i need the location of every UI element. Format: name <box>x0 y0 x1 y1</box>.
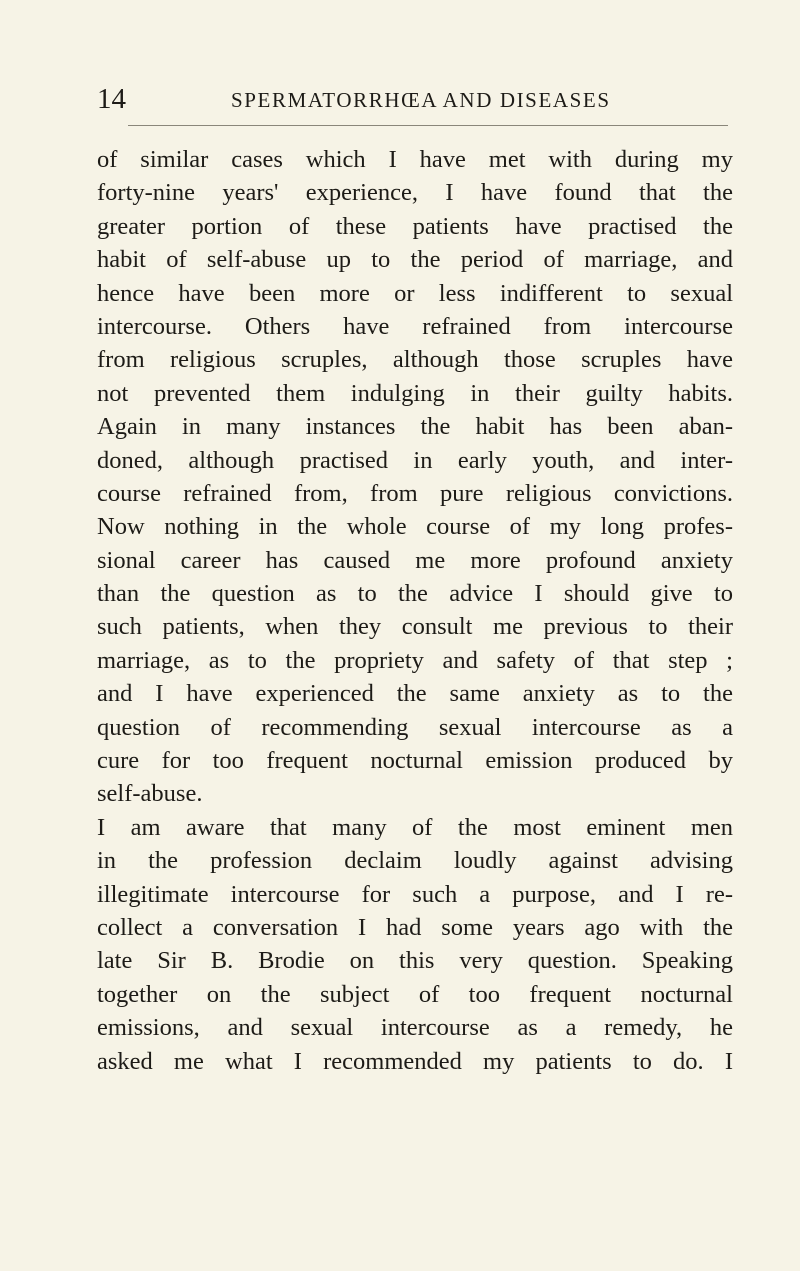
text-line: not prevented them indulging in their guilty habits. <box>97 379 733 407</box>
page-number: 14 <box>97 83 126 115</box>
text-line: Again in many instances the habit has been aban- <box>97 413 733 441</box>
text-line: such patients, when they consult me previous to their <box>97 613 733 641</box>
text-line: I am aware that many of the most eminent men <box>97 813 733 841</box>
page-header <box>97 83 737 115</box>
text-line: in the profession declaim loudly against advising <box>97 847 733 875</box>
text-line: collect a conversation I had some years ago with the <box>97 913 733 941</box>
text-line: from religious scruples, although those scruples have <box>97 346 733 374</box>
text-line: question of recommending sexual intercourse as a <box>97 713 733 741</box>
text-line: cure for too frequent nocturnal emission produced by <box>97 747 733 775</box>
text-line: asked me what I recommended my patients to do. I <box>97 1047 733 1075</box>
text-line: sional career has caused me more profound anxiety <box>97 546 733 574</box>
text-line: of similar cases which I have met with during my <box>97 146 733 173</box>
text-line: than the question as to the advice I should give to <box>97 580 733 608</box>
header-rule <box>128 125 728 126</box>
text-line: illegitimate intercourse for such a purpose, and I re- <box>97 880 733 908</box>
text-line: marriage, as to the propriety and safety of that step ; <box>97 646 733 674</box>
text-line: late Sir B. Brodie on this very question. Speaking <box>97 947 733 975</box>
text-line: emissions, and sexual intercourse as a remedy, he <box>97 1014 733 1042</box>
text-line: greater portion of these patients have practised the <box>97 212 733 240</box>
text-line: course refrained from, from pure religious convictions. <box>97 479 733 507</box>
text-line: intercourse. Others have refrained from intercourse <box>97 312 733 340</box>
text-line: Now nothing in the whole course of my long profes- <box>97 513 733 541</box>
text-line: self-abuse. <box>97 780 203 808</box>
body-text <box>97 143 733 1078</box>
text-line: habit of self-abuse up to the period of marriage, and <box>97 246 733 274</box>
text-line: doned, although practised in early youth, and inter- <box>97 446 733 474</box>
text-line: and I have experienced the same anxiety as to the <box>97 680 733 708</box>
text-line: together on the subject of too frequent nocturnal <box>97 980 733 1008</box>
text-line: hence have been more or less indifferent to sexual <box>97 279 733 307</box>
running-title: SPERMATORRHŒA AND DISEASES <box>231 88 611 112</box>
text-line: forty-nine years' experience, I have found that the <box>97 179 733 207</box>
